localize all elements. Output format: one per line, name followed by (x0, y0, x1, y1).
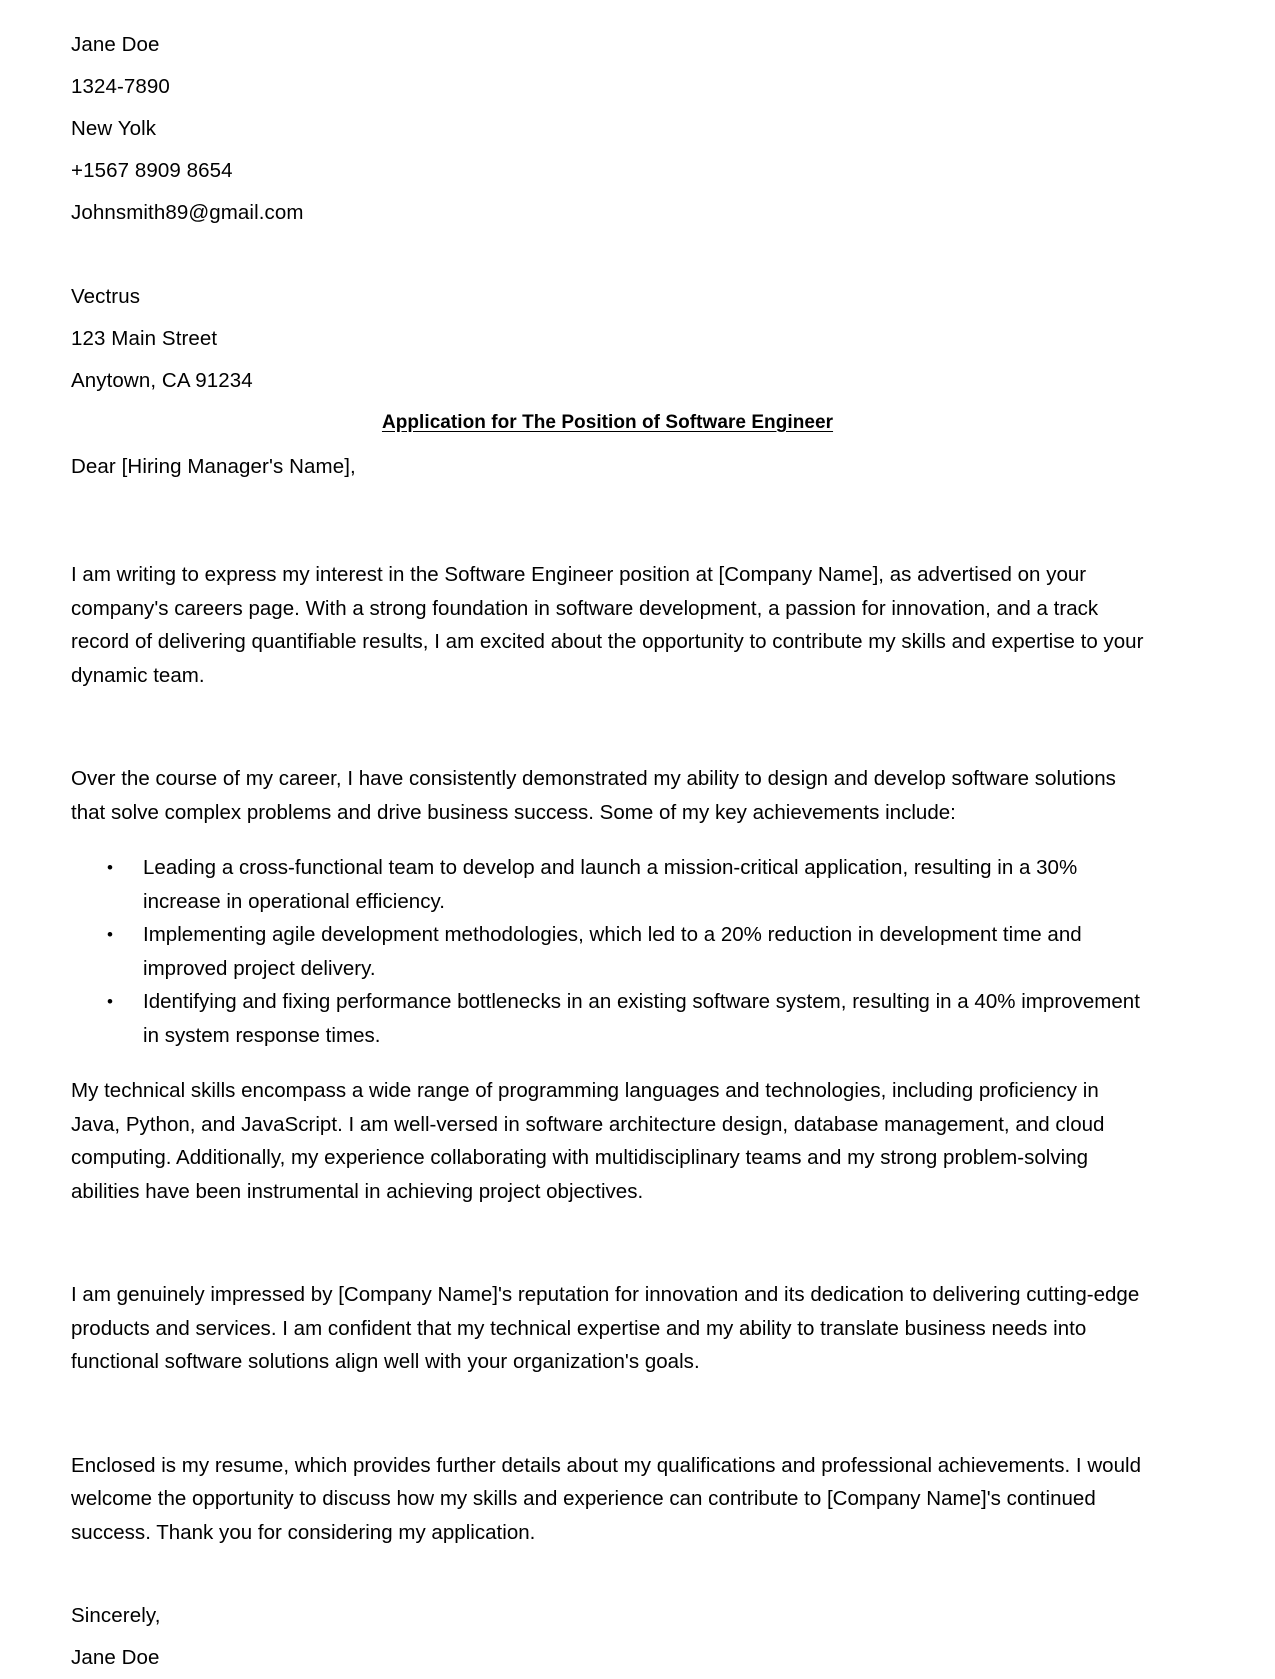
sender-email: Johnsmith89@gmail.com (71, 201, 304, 224)
recipient-street: 123 Main Street (71, 327, 218, 350)
recipient-company: Vectrus (71, 285, 141, 308)
list-item-text: Leading a cross-functional team to develop and launch a mission-critical application, resulting in a 30% increase in operational efficiency. (143, 856, 1078, 913)
recipient-city-state-zip: Anytown, CA 91234 (71, 369, 253, 392)
salutation: Dear [Hiring Manager's Name], (71, 455, 356, 478)
subject-heading (71, 402, 1144, 444)
bullet-icon: • (107, 992, 113, 1011)
subject-heading-text: Application for The Position of Software Engineer (381, 412, 834, 433)
spacer-before-list (71, 829, 1144, 851)
paragraph-skills: My technical skills encompass a wide range of programming languages and technologies, including proficiency in Java, Python, and JavaScript. I am well-versed in software architecture design, database management, and cloud computing. Additionally, my experience collaborating with multidisciplinary teams and my strong problem-solving abilities have been instrumental in achieving project objectives. (71, 1079, 1105, 1203)
document-body (71, 24, 1144, 1679)
sender-address-block (71, 24, 1144, 234)
recipient-address-block (71, 276, 1144, 402)
spacer-after-list (71, 1052, 1144, 1074)
spacer-after-praise (71, 1379, 1144, 1449)
list-item-text: Implementing agile development methodologies, which led to a 20% reduction in development time and improved project delivery. (143, 923, 1082, 980)
sender-city: New Yolk (71, 117, 157, 140)
spacer-after-salutation (71, 488, 1144, 558)
bullet-icon: • (107, 858, 113, 877)
achievements-list (71, 851, 1144, 1052)
list-item (71, 918, 1144, 985)
paragraph-achievements-intro: Over the course of my career, I have consistently demonstrated my ability to design and develop software solutions that solve complex problems and drive business success. Some of my key achievements include: (71, 767, 1116, 824)
list-item (71, 985, 1144, 1052)
signature-name: Jane Doe (71, 1646, 160, 1669)
sender-phone: +1567 8909 8654 (71, 159, 233, 182)
bullet-icon: • (107, 925, 113, 944)
paragraph-intro: I am writing to express my interest in the Software Engineer position at [Company Name], as advertised on your company's careers page. With a strong foundation in software development, a passion for innovation, and a track record of delivering quantifiable results, I am excited about the opportunity to contribute my skills and expertise to your dynamic team. (71, 563, 1144, 687)
list-item-text: Identifying and fixing performance bottlenecks in an existing software system, resulting in a 40% improvement in system response times. (143, 990, 1140, 1047)
valediction: Sincerely, (71, 1604, 161, 1627)
sender-name: Jane Doe (71, 33, 160, 56)
paragraph-company-praise: I am genuinely impressed by [Company Name]'s reputation for innovation and its dedication to delivering cutting-edge products and services. I am confident that my technical expertise and my ability to translate business needs into functional software solutions align well with your organization's goals. (71, 1283, 1140, 1373)
spacer-after-intro (71, 692, 1144, 762)
paragraph-closing-request: Enclosed is my resume, which provides further details about my qualifications and professional achievements. I would welcome the opportunity to discuss how my skills and experience can contribute to [Company Name]'s continued success. Thank you for considering my application. (71, 1453, 1141, 1544)
list-item (71, 851, 1144, 918)
spacer-before-signature (71, 1549, 1144, 1595)
sender-id-number: 1324-7890 (71, 75, 170, 98)
address-separator (71, 234, 1144, 276)
spacer-after-skills (71, 1208, 1144, 1278)
